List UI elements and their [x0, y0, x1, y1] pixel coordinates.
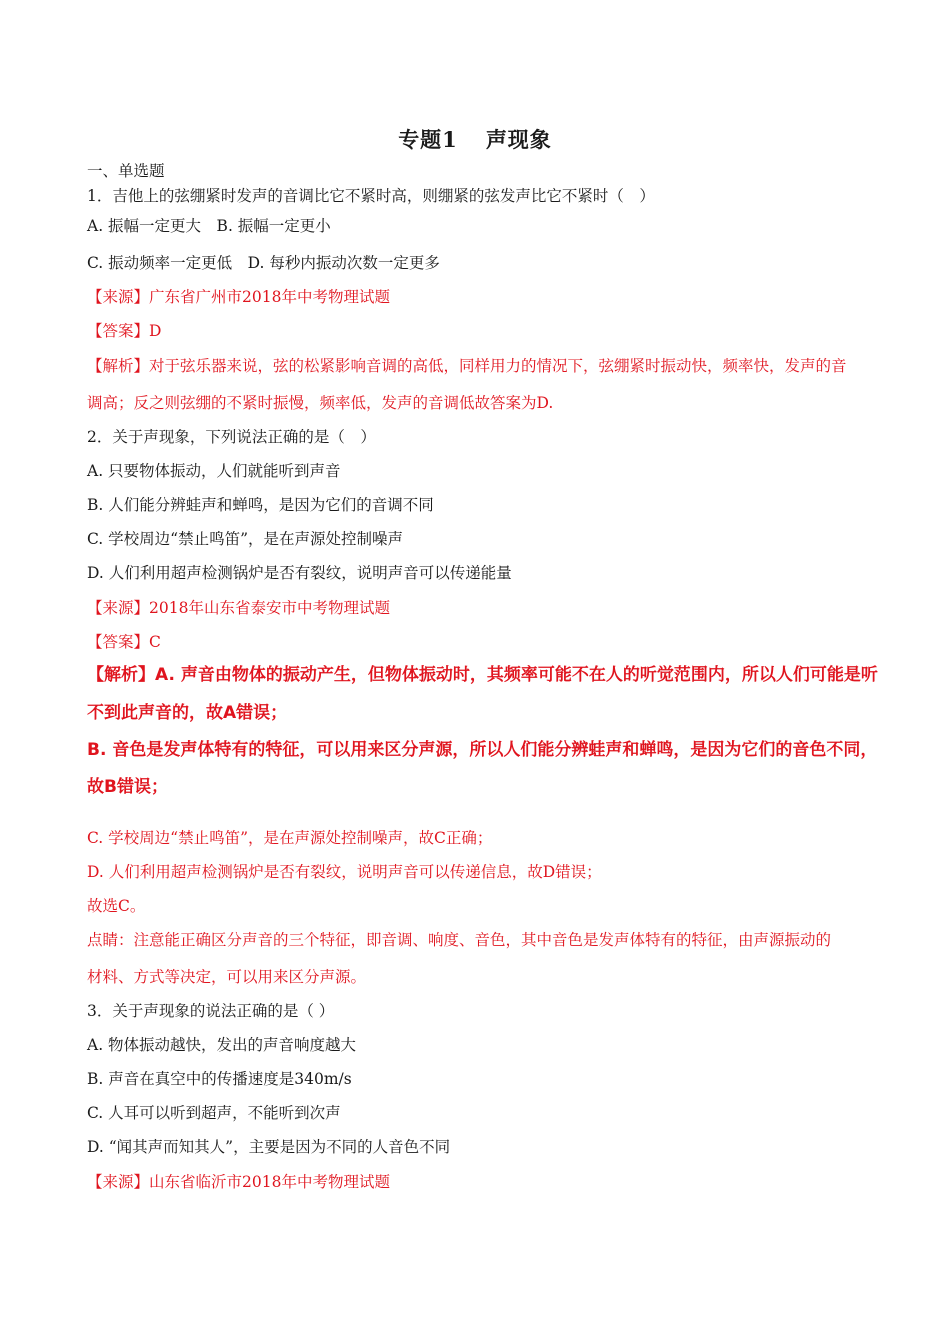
page-title — [0, 124, 950, 154]
q1-source: 【来源】广东省广州市2018年中考物理试题 — [87, 288, 390, 306]
q2-analysis-line1: 【解析】A. 声音由物体的振动产生，但物体振动时，其频率可能不在人的听觉范围内，所以人们可能是听 — [87, 665, 878, 685]
q2-analysis-line6: D. 人们利用超声检测锅炉是否有裂纹，说明声音可以传递信息，故D错误； — [87, 863, 602, 881]
q1-analysis-line1: 【解析】对于弦乐器来说，弦的松紧影响音调的高低，同样用力的情况下，弦绷紧时振动快，频率快，发声的音 — [87, 357, 847, 375]
q3-source: 【来源】山东省临沂市2018年中考物理试题 — [87, 1173, 390, 1191]
q3-stem: 3．关于声现象的说法正确的是（ ） — [87, 1002, 335, 1020]
q1-answer: 【答案】D — [87, 322, 162, 340]
q1-analysis-line2: 调高；反之则弦绷的不紧时振慢，频率低，发声的音调低故答案为D. — [87, 394, 554, 412]
q2-analysis-line4: 故B错误； — [87, 777, 168, 797]
q1-options-ab: A. 振幅一定更大 B. 振幅一定更小 — [87, 217, 331, 235]
q2-analysis-line2: 不到此声音的，故A错误； — [87, 703, 288, 723]
q2-analysis-line3: B. 音色是发声体特有的特征，可以用来区分声源，所以人们能分辨蛙声和蝉鸣，是因为它们的音色不同， — [87, 740, 878, 760]
q3-option-a: A. 物体振动越快，发出的声音响度越大 — [87, 1036, 357, 1054]
q3-option-b: B. 声音在真空中的传播速度是340m/s — [87, 1070, 352, 1088]
q2-analysis-line5: C. 学校周边“禁止鸣笛”，是在声源处控制噪声，故C正确； — [87, 829, 493, 847]
q2-tip-line2: 材料、方式等决定，可以用来区分声源。 — [87, 968, 367, 986]
q2-option-c: C. 学校周边“禁止鸣笛”，是在声源处控制噪声 — [87, 530, 404, 548]
q2-option-a: A. 只要物体振动，人们就能听到声音 — [87, 462, 341, 480]
q1-stem: 1．吉他上的弦绷紧时发声的音调比它不紧时高，则绷紧的弦发声比它不紧时（ ） — [87, 187, 655, 205]
q2-option-b: B. 人们能分辨蛙声和蝉鸣，是因为它们的音调不同 — [87, 496, 434, 514]
q2-stem: 2．关于声现象，下列说法正确的是（ ） — [87, 428, 376, 446]
q3-option-d: D. “闻其声而知其人”，主要是因为不同的人音色不同 — [87, 1138, 451, 1156]
q2-answer: 【答案】C — [87, 633, 161, 651]
q3-option-c: C. 人耳可以听到超声，不能听到次声 — [87, 1104, 341, 1122]
title-topic: 声现象 — [485, 127, 552, 152]
q2-tip-line1: 点睛：注意能正确区分声音的三个特征，即音调、响度、音色，其中音色是发声体特有的特征，由声源振动的 — [87, 931, 832, 949]
q1-options-cd: C. 振动频率一定更低 D. 每秒内振动次数一定更多 — [87, 254, 440, 272]
title-prefix: 专题1 — [398, 127, 458, 152]
section-heading: 一、单选题 — [87, 162, 165, 180]
q2-source: 【来源】2018年山东省泰安市中考物理试题 — [87, 599, 390, 617]
q2-conclusion: 故选C。 — [87, 897, 146, 915]
q2-option-d: D. 人们利用超声检测锅炉是否有裂纹，说明声音可以传递能量 — [87, 564, 512, 582]
